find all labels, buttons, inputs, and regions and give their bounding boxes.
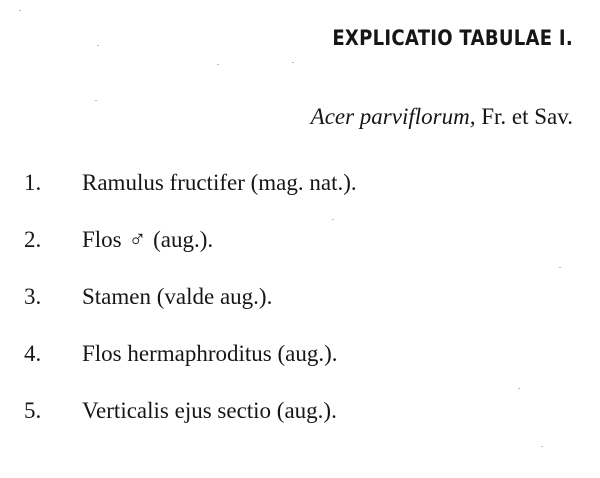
print-speck bbox=[559, 267, 561, 268]
print-speck bbox=[332, 219, 334, 220]
list-item bbox=[24, 341, 338, 367]
print-speck bbox=[19, 10, 21, 11]
item-text: Stamen (valde aug.). bbox=[82, 284, 273, 309]
item-number: 3. bbox=[24, 284, 42, 309]
species-subtitle bbox=[311, 104, 573, 130]
item-number: 5. bbox=[24, 398, 42, 423]
item-text: Flos hermaphroditus (aug.). bbox=[82, 341, 338, 366]
species-name: Acer parviflorum, bbox=[310, 104, 476, 129]
list-item bbox=[24, 284, 272, 310]
list-item bbox=[24, 227, 213, 254]
item-text-after-symbol: (aug.). bbox=[153, 227, 214, 252]
item-text-before-symbol: Flos bbox=[82, 227, 122, 252]
print-speck bbox=[292, 62, 294, 63]
print-speck bbox=[97, 45, 99, 46]
print-speck bbox=[518, 388, 520, 389]
list-item bbox=[24, 398, 337, 424]
species-authority: Fr. et Sav. bbox=[481, 104, 573, 129]
page-heading: EXPLICATIO TABULAE I. bbox=[332, 26, 573, 50]
item-text: Ramulus fructifer (mag. nat.). bbox=[82, 170, 357, 195]
item-number: 4. bbox=[24, 341, 42, 366]
print-speck bbox=[217, 64, 219, 65]
print-speck bbox=[541, 446, 543, 447]
item-text: Verticalis ejus sectio (aug.). bbox=[82, 398, 337, 423]
item-number: 2. bbox=[24, 227, 42, 252]
male-symbol-icon: ♂ bbox=[128, 227, 147, 253]
print-speck bbox=[95, 100, 97, 101]
item-number: 1. bbox=[24, 170, 42, 195]
list-item bbox=[24, 170, 357, 196]
